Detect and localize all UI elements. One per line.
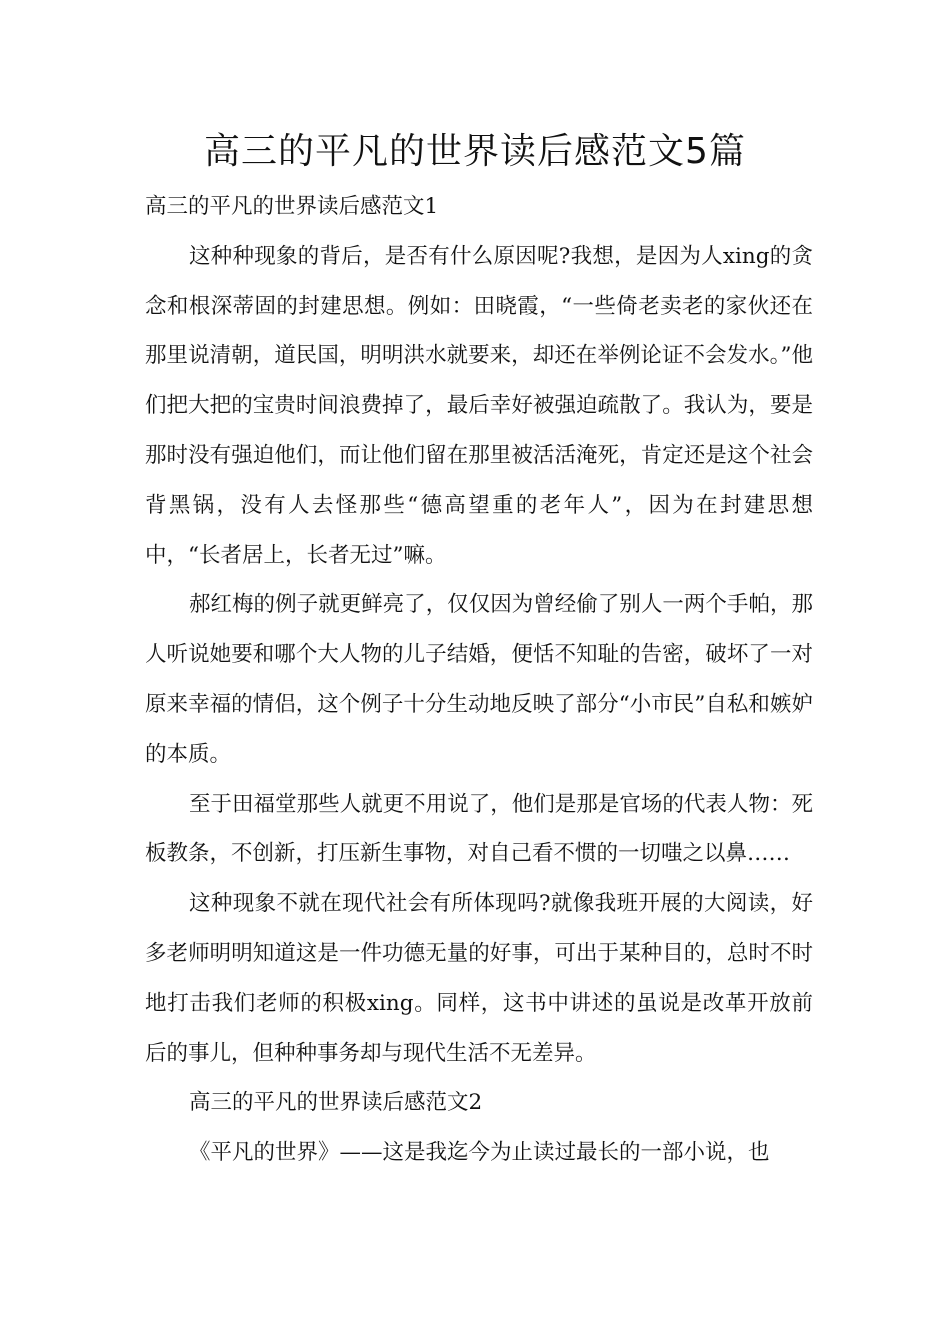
document-title: 高三的平凡的世界读后感范文5篇 [204,131,746,172]
document-body [145,182,813,1178]
paragraph: 这种种现象的背后，是否有什么原因呢?我想，是因为人xing的贪念和根深蒂固的封建思想。例如：田晓霞，“一些倚老卖老的家伙还在那里说清朝，道民国，明明洪水就要来，却还在举例论证不会发水。”他们把大把的宝贵时间浪费掉了，最后幸好被强迫疏散了。我认为，要是那时没有强迫他们，而让他们留在那里被活活淹死，肯定还是这个社会背黑锅，没有人去怪那些“德高望重的老年人”，因为在封建思想中，“长者居上，长者无过”嘛。 [145,243,813,568]
paragraph: 《平凡的世界》——这是我迄今为止读过最长的一部小说，也 [189,1140,770,1166]
paragraph: 这种现象不就在现代社会有所体现吗?就像我班开展的大阅读，好多老师明明知道这是一件功德无量的好事，可出于某种目的，总时不时地打击我们老师的积极xing。同样，这书中讲述的虽说是改革开放前后的事儿，但种种事务却与现代生活不无差异。 [145,891,813,1066]
paragraph: 至于田福堂那些人就更不用说了，他们是那是官场的代表人物：死板教条，不创新，打压新生事物，对自己看不惯的一切嗤之以鼻…… [145,791,813,867]
section-heading-1: 高三的平凡的世界读后感范文1 [145,194,439,219]
paragraph: 郝红梅的例子就更鲜亮了，仅仅因为曾经偷了别人一两个手帕，那人听说她要和哪个大人物的儿子结婚，便恬不知耻的告密，破坏了一对原来幸福的情侣，这个例子十分生动地反映了部分“小市民”自私和嫉妒的本质。 [145,592,813,767]
section-heading-2: 高三的平凡的世界读后感范文2 [189,1090,483,1116]
